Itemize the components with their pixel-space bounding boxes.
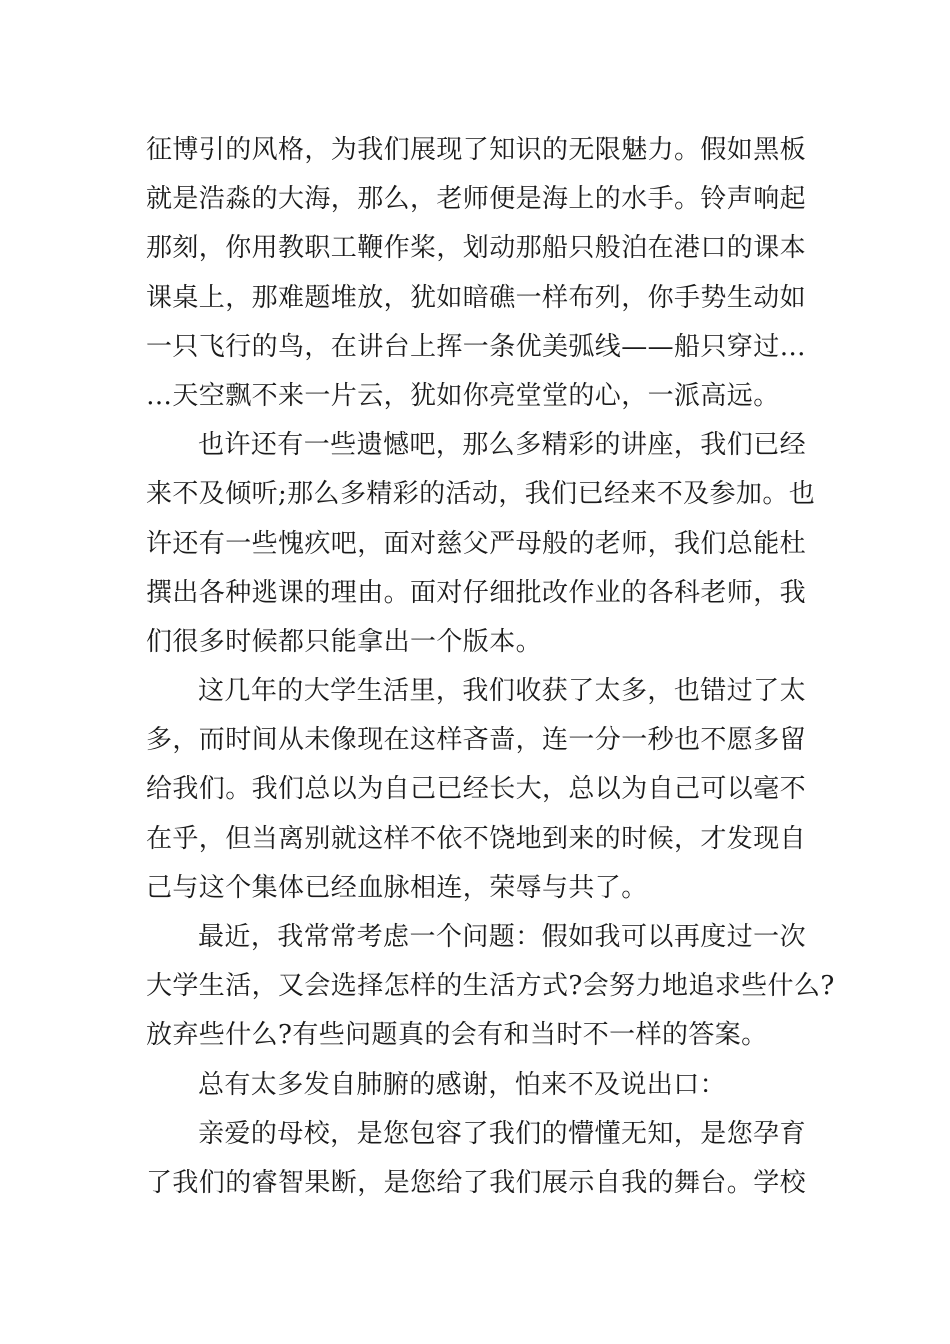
text-line: 来不及倾听;那么多精彩的活动，我们已经来不及参加。也 <box>146 479 816 510</box>
text-line: 那刻，你用教职工鞭作桨，划动那船只般泊在港口的课本 <box>146 233 807 264</box>
paragraph-first-line: 亲爱的母校，是您包容了我们的懵懂无知，是您孕育 <box>198 1118 806 1149</box>
text-line: 就是浩淼的大海，那么，老师便是海上的水手。铃声响起 <box>146 184 807 215</box>
body-text <box>146 126 835 1208</box>
text-line: 大学生活，又会选择怎样的生活方式?会努力地追求些什么? <box>146 971 835 1002</box>
paragraph-first-line: 也许还有一些遗憾吧，那么多精彩的讲座，我们已经 <box>198 430 806 461</box>
text-line: 们很多时候都只能拿出一个版本。 <box>146 626 543 657</box>
text-line: 在乎，但当离别就这样不依不饶地到来的时候，才发现自 <box>146 823 807 854</box>
text-line: 己与这个集体已经血脉相连，荣辱与共了。 <box>146 872 648 903</box>
text-line: 许还有一些愧疚吧，面对慈父严母般的老师，我们总能杜 <box>146 528 807 559</box>
text-line: 课桌上，那难题堆放，犹如暗礁一样布列，你手势生动如 <box>146 282 807 313</box>
text-line: 撰出各种逃课的理由。面对仔细批改作业的各科老师，我 <box>146 577 807 608</box>
text-line: 一只飞行的鸟，在讲台上挥一条优美弧线——船只穿过… <box>146 331 807 362</box>
text-line: 给我们。我们总以为自己已经长大，总以为自己可以毫不 <box>146 774 807 805</box>
text-line: 征博引的风格，为我们展现了知识的无限魅力。假如黑板 <box>146 135 807 165</box>
paragraph-first-line: 总有太多发自肺腑的感谢，怕来不及说出口： <box>198 1069 727 1100</box>
text-line: 多，而时间从未像现在这样吝啬，连一分一秒也不愿多留 <box>146 725 807 756</box>
paragraph-first-line: 这几年的大学生活里，我们收获了太多，也错过了太 <box>198 676 806 707</box>
text-line: 了我们的睿智果断，是您给了我们展示自我的舞台。学校 <box>146 1167 807 1198</box>
text-line: …天空飘不来一片云，犹如你亮堂堂的心，一派高远。 <box>146 380 780 411</box>
paragraph-first-line: 最近，我常常考虑一个问题：假如我可以再度过一次 <box>198 922 806 952</box>
text-line: 放弃些什么?有些问题真的会有和当时不一样的答案。 <box>146 1020 768 1051</box>
